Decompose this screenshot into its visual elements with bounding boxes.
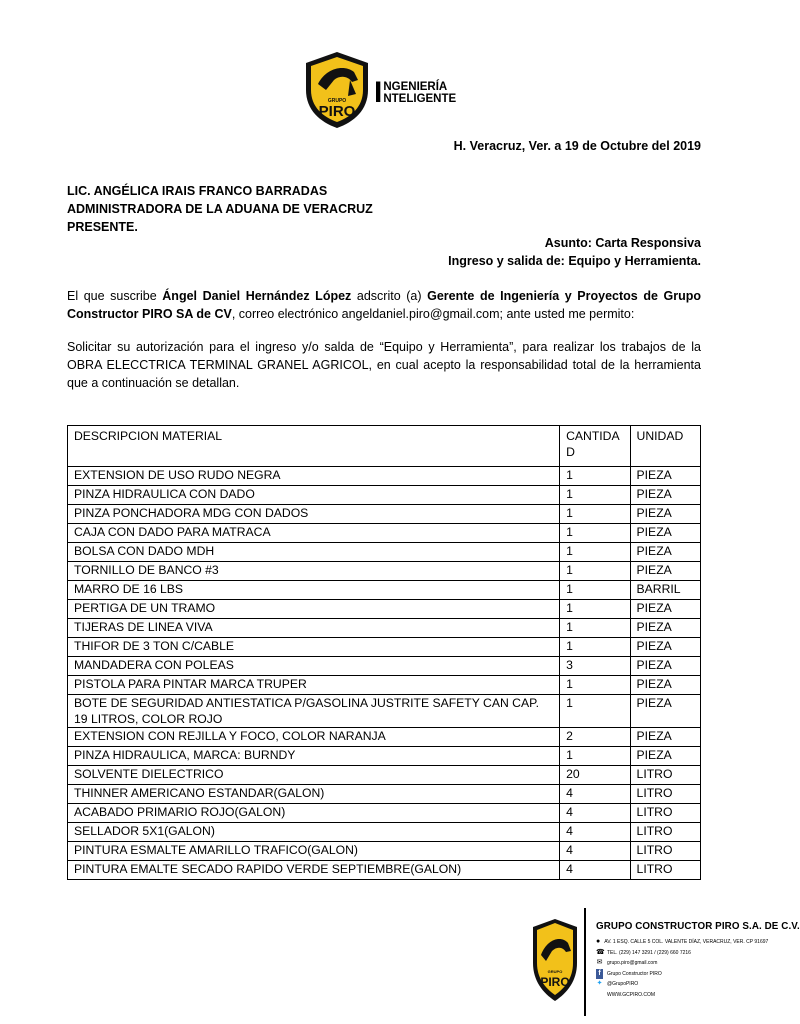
footer-facebook: Grupo Constructor PIRO bbox=[607, 970, 662, 977]
footer-twitter-line bbox=[596, 979, 768, 990]
row-quantity: 4 bbox=[560, 861, 630, 880]
row-description: BOTE DE SEGURIDAD ANTIESTATICA P/GASOLINA JUSTRITE SAFETY CAN CAP. 19 LITROS, COLOR ROJO bbox=[68, 695, 560, 728]
piro-shield-logo bbox=[302, 50, 372, 130]
footer-address-line bbox=[596, 937, 768, 948]
header-cantidad: CANTIDAD bbox=[560, 426, 630, 467]
row-quantity: 20 bbox=[560, 766, 630, 785]
row-unit: PIEZA bbox=[630, 543, 700, 562]
header-unidad: UNIDAD bbox=[630, 426, 700, 467]
row-unit: PIEZA bbox=[630, 562, 700, 581]
row-description: PINTURA EMALTE SECADO RAPIDO VERDE SEPTIEMBRE(GALON) bbox=[68, 861, 560, 880]
row-unit: PIEZA bbox=[630, 676, 700, 695]
row-quantity: 1 bbox=[560, 600, 630, 619]
footer-address: AV. 1 ESQ. CALLE 5 COL. VALENTE DÍAZ, VERACRUZ, VER. CP 91697 bbox=[604, 939, 769, 945]
row-description: PINTURA ESMALTE AMARILLO TRAFICO(GALON) bbox=[68, 842, 560, 861]
table-row bbox=[68, 619, 701, 638]
table-row bbox=[68, 524, 701, 543]
place-date: H. Veracruz, Ver. a 19 de Octubre del 2019 bbox=[453, 139, 701, 153]
table-row bbox=[68, 728, 701, 747]
row-unit: BARRIL bbox=[630, 581, 700, 600]
row-quantity: 4 bbox=[560, 842, 630, 861]
row-unit: PIEZA bbox=[630, 619, 700, 638]
recipient-presente: PRESENTE. bbox=[67, 220, 138, 234]
row-quantity: 3 bbox=[560, 657, 630, 676]
footer-divider bbox=[584, 908, 586, 1016]
row-quantity: 2 bbox=[560, 728, 630, 747]
row-unit: LITRO bbox=[630, 861, 700, 880]
table-row bbox=[68, 638, 701, 657]
row-description: THINNER AMERICANO ESTANDAR(GALON) bbox=[68, 785, 560, 804]
brand-wordmark bbox=[374, 78, 456, 108]
row-unit: PIEZA bbox=[630, 638, 700, 657]
table-row bbox=[68, 695, 701, 728]
footer-email-line bbox=[596, 958, 768, 969]
table-row bbox=[68, 657, 701, 676]
footer-phone-line bbox=[596, 948, 768, 959]
row-description: SELLADOR 5X1(GALON) bbox=[68, 823, 560, 842]
intro-text-3: , correo electrónico angeldaniel.piro@gmail.com; ante usted me permito: bbox=[231, 307, 635, 321]
footer-piro-shield-logo bbox=[530, 915, 580, 1005]
row-quantity: 1 bbox=[560, 543, 630, 562]
intro-text-1: El que suscribe bbox=[67, 289, 163, 303]
row-unit: PIEZA bbox=[630, 467, 700, 486]
row-unit: PIEZA bbox=[630, 747, 700, 766]
footer-facebook-line bbox=[596, 969, 768, 980]
row-description: SOLVENTE DIELECTRICO bbox=[68, 766, 560, 785]
table-row bbox=[68, 766, 701, 785]
row-unit: LITRO bbox=[630, 785, 700, 804]
table-row bbox=[68, 600, 701, 619]
row-description: EXTENSION DE USO RUDO NEGRA bbox=[68, 467, 560, 486]
table-row bbox=[68, 581, 701, 600]
footer-contact-block bbox=[596, 921, 800, 1000]
svg-text:GRUPO: GRUPO bbox=[547, 969, 563, 974]
row-description: EXTENSION CON REJILLA Y FOCO, COLOR NARANJA bbox=[68, 728, 560, 747]
row-quantity: 1 bbox=[560, 581, 630, 600]
row-description: MARRO DE 16 LBS bbox=[68, 581, 560, 600]
table-row bbox=[68, 486, 701, 505]
row-description: PINZA HIDRAULICA, MARCA: BURNDY bbox=[68, 747, 560, 766]
signer-name: Ángel Daniel Hernández López bbox=[162, 289, 352, 303]
row-quantity: 1 bbox=[560, 676, 630, 695]
table-row bbox=[68, 543, 701, 562]
row-description: PINZA HIDRAULICA CON DADO bbox=[68, 486, 560, 505]
table-row bbox=[68, 676, 701, 695]
brand-line1: NGENIERÍA bbox=[383, 81, 448, 93]
row-description: BOLSA CON DADO MDH bbox=[68, 543, 560, 562]
row-quantity: 1 bbox=[560, 486, 630, 505]
row-quantity: 1 bbox=[560, 619, 630, 638]
svg-text:PIRO: PIRO bbox=[318, 103, 356, 120]
row-description: MANDADERA CON POLEAS bbox=[68, 657, 560, 676]
phone-icon: ☎ bbox=[596, 948, 605, 956]
row-quantity: 1 bbox=[560, 695, 630, 728]
intro-paragraph bbox=[67, 287, 701, 323]
header-descripcion: DESCRIPCION MATERIAL bbox=[68, 426, 560, 467]
row-description: PERTIGA DE UN TRAMO bbox=[68, 600, 560, 619]
row-description: PISTOLA PARA PINTAR MARCA TRUPER bbox=[68, 676, 560, 695]
row-unit: PIEZA bbox=[630, 695, 700, 728]
row-unit: LITRO bbox=[630, 842, 700, 861]
row-quantity: 1 bbox=[560, 638, 630, 657]
table-row bbox=[68, 562, 701, 581]
intro-text-2: adscrito (a) bbox=[351, 289, 428, 303]
row-quantity: 1 bbox=[560, 505, 630, 524]
subject-line2: Ingreso y salida de: Equipo y Herramienta. bbox=[448, 254, 701, 268]
twitter-icon: ✦ bbox=[596, 980, 603, 987]
row-quantity: 1 bbox=[560, 562, 630, 581]
footer-logo bbox=[530, 915, 580, 1005]
mail-icon: ✉ bbox=[596, 959, 603, 966]
recipient-title: ADMINISTRADORA DE LA ADUANA DE VERACRUZ bbox=[67, 202, 373, 216]
row-unit: PIEZA bbox=[630, 505, 700, 524]
header-logo bbox=[302, 50, 472, 130]
row-description: ACABADO PRIMARIO ROJO(GALON) bbox=[68, 804, 560, 823]
row-unit: LITRO bbox=[630, 804, 700, 823]
location-pin-icon: ● bbox=[596, 938, 601, 945]
brand-line2: NTELIGENTE bbox=[383, 93, 457, 105]
subject-block bbox=[300, 234, 701, 270]
table-row bbox=[68, 804, 701, 823]
table-row bbox=[68, 861, 701, 880]
footer-web: WWW.GCPIRO.COM bbox=[607, 991, 656, 998]
row-description: PINZA PONCHADORA MDG CON DADOS bbox=[68, 505, 560, 524]
row-description: THIFOR DE 3 TON C/CABLE bbox=[68, 638, 560, 657]
row-unit: PIEZA bbox=[630, 524, 700, 543]
recipient-name: LIC. ANGÉLICA IRAIS FRANCO BARRADAS bbox=[67, 184, 328, 198]
row-description: TIJERAS DE LINEA VIVA bbox=[68, 619, 560, 638]
row-quantity: 4 bbox=[560, 823, 630, 842]
brand-initial: I bbox=[374, 76, 383, 109]
footer-web-line bbox=[596, 990, 768, 1001]
row-unit: LITRO bbox=[630, 766, 700, 785]
row-quantity: 1 bbox=[560, 747, 630, 766]
footer-twitter: @GrupoPIRO bbox=[607, 981, 639, 987]
row-unit: PIEZA bbox=[630, 728, 700, 747]
row-description: CAJA CON DADO PARA MATRACA bbox=[68, 524, 560, 543]
table-row bbox=[68, 467, 701, 486]
subject-line1: Asunto: Carta Responsiva bbox=[544, 236, 701, 250]
request-paragraph: Solicitar su autorización para el ingreso y/o salda de “Equipo y Herramienta”, para realizar los trabajos de la OBRA ELECCTRICA TERMINAL GRANEL AGRICOL, en cual acepto la responsabilidad total de la herramienta que a continuación se detallan. bbox=[67, 340, 701, 390]
row-quantity: 4 bbox=[560, 804, 630, 823]
signer-role: Gerente de Ingeniería y Proyectos de Grupo Constructor PIRO SA de CV bbox=[67, 289, 701, 321]
row-unit: PIEZA bbox=[630, 600, 700, 619]
facebook-icon: f bbox=[596, 969, 603, 980]
row-quantity: 4 bbox=[560, 785, 630, 804]
row-unit: PIEZA bbox=[630, 486, 700, 505]
svg-text:GRUPO: GRUPO bbox=[327, 98, 347, 104]
footer-company-name: GRUPO CONSTRUCTOR PIRO S.A. DE C.V. bbox=[596, 921, 800, 932]
table-row bbox=[68, 747, 701, 766]
footer-email: grupo.piro@gmail.com bbox=[607, 960, 658, 966]
svg-text:PIRO: PIRO bbox=[540, 975, 570, 989]
row-unit: PIEZA bbox=[630, 657, 700, 676]
table-header-row bbox=[68, 426, 701, 467]
row-description: TORNILLO DE BANCO #3 bbox=[68, 562, 560, 581]
row-quantity: 1 bbox=[560, 467, 630, 486]
recipient-block bbox=[67, 182, 467, 236]
table-row bbox=[68, 505, 701, 524]
materials-table bbox=[67, 425, 701, 880]
table-row bbox=[68, 823, 701, 842]
footer-phone: TEL. (229) 147 3291 / (229) 660 7216 bbox=[607, 949, 691, 956]
row-quantity: 1 bbox=[560, 524, 630, 543]
table-row bbox=[68, 785, 701, 804]
row-unit: LITRO bbox=[630, 823, 700, 842]
table-row bbox=[68, 842, 701, 861]
